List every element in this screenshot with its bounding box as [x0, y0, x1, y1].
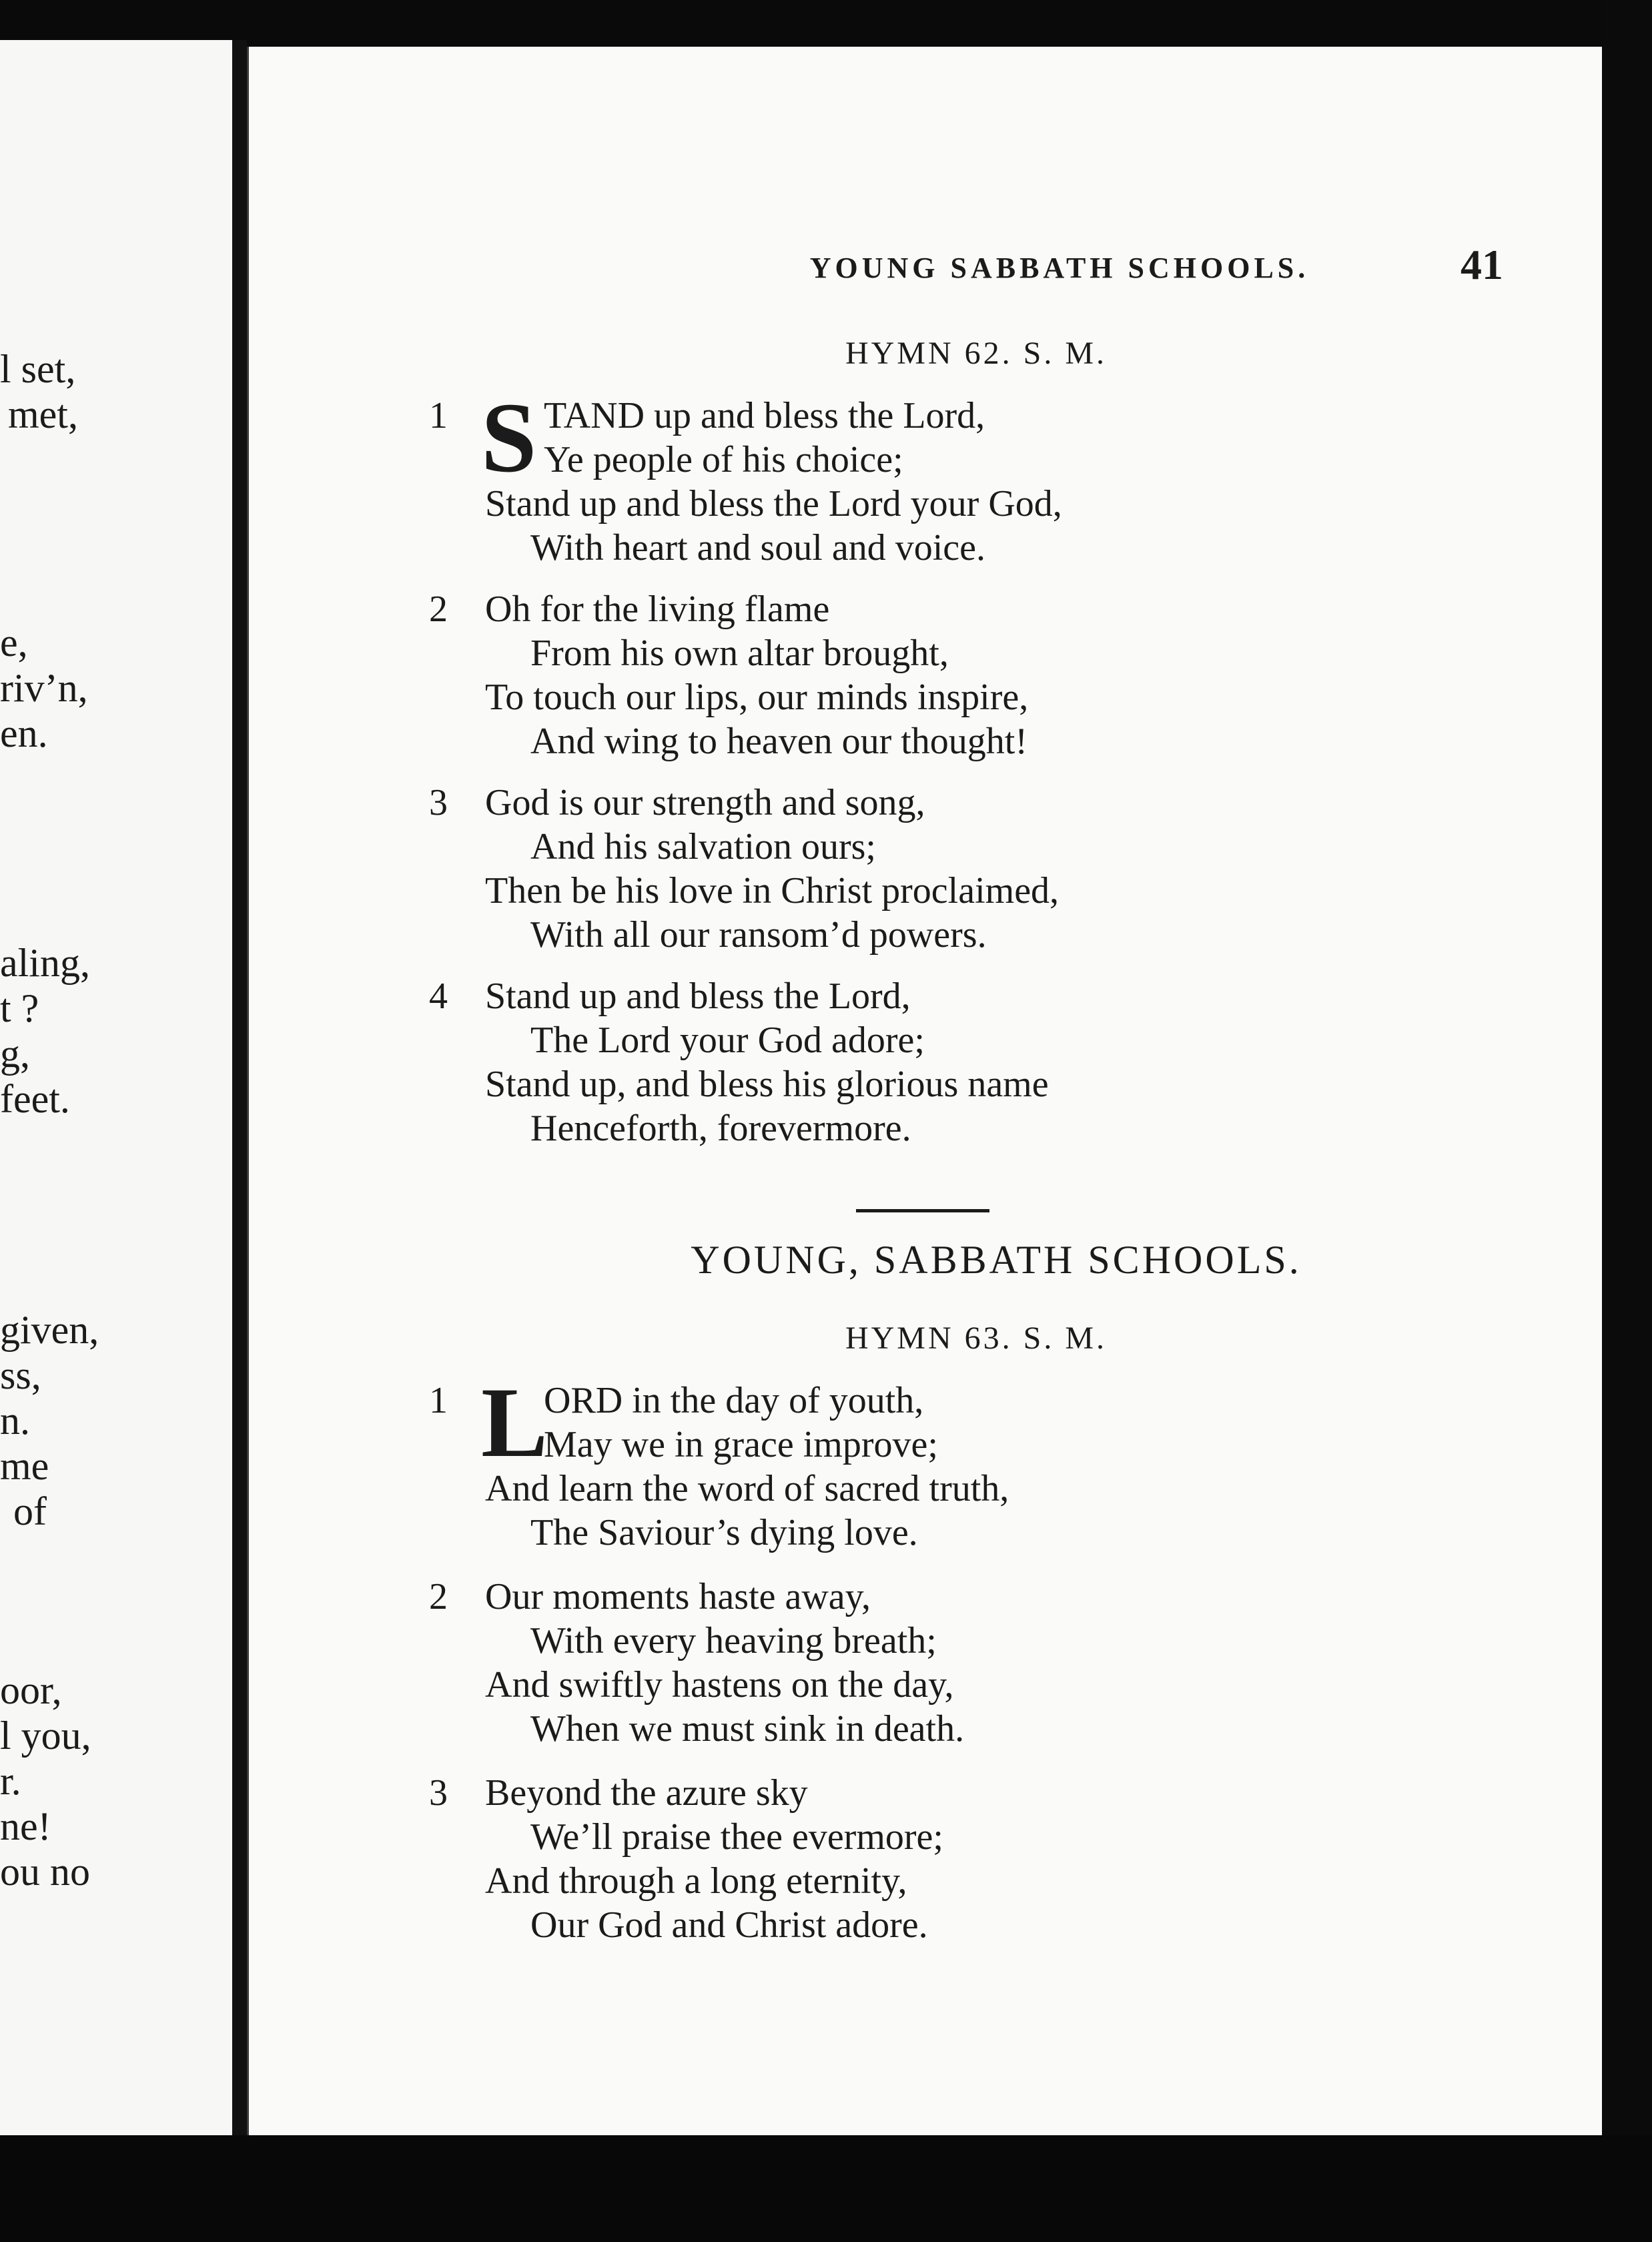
- verse-line: And through a long eternity,: [485, 1860, 907, 1902]
- verse-line: The Saviour’s dying love.: [530, 1512, 918, 1553]
- hymn-heading: HYMN 63. S. M.: [845, 1321, 1108, 1356]
- verse-line: With heart and soul and voice.: [530, 527, 985, 569]
- verse-line: And learn the word of sacred truth,: [485, 1468, 1009, 1509]
- left-fragment: n.: [0, 1399, 30, 1443]
- verse-line: With every heaving breath;: [530, 1620, 937, 1661]
- left-fragment: r.: [0, 1759, 21, 1803]
- previous-page: [0, 40, 236, 2135]
- left-fragment: aling,: [0, 941, 90, 985]
- left-fragment: t ?: [0, 986, 39, 1030]
- left-fragment: feet.: [0, 1077, 70, 1121]
- left-fragment: oor,: [0, 1668, 62, 1712]
- verse-line: And swiftly hastens on the day,: [485, 1664, 954, 1706]
- current-page: [247, 47, 1602, 2135]
- verse-line: Oh for the living flame: [485, 589, 830, 630]
- verse-line: And his salvation ours;: [530, 826, 876, 867]
- verse-line: God is our strength and song,: [485, 782, 925, 823]
- verse-line: Stand up and bless the Lord,: [485, 976, 911, 1017]
- verse-line: Beyond the azure sky: [485, 1772, 808, 1814]
- left-fragment: met,: [8, 392, 78, 436]
- verse-line: Ye people of his choice;: [544, 439, 903, 480]
- left-fragment: l set,: [0, 347, 76, 391]
- left-fragment: e,: [0, 621, 28, 665]
- verse-line: With all our ransom’d powers.: [530, 914, 987, 956]
- drop-cap: S: [481, 382, 537, 493]
- verse-line: To touch our lips, our minds inspire,: [485, 677, 1029, 718]
- scan-bottom-edge: [0, 2135, 1652, 2242]
- stanza-number: 1: [429, 1380, 448, 1421]
- left-fragment: ss,: [0, 1353, 41, 1397]
- scan-right-edge: [1601, 0, 1652, 2242]
- stanza-number: 2: [429, 1576, 448, 1617]
- running-head: YOUNG SABBATH SCHOOLS.: [809, 252, 1310, 284]
- section-divider: [856, 1209, 989, 1212]
- left-fragment: of: [13, 1489, 47, 1533]
- left-fragment: me: [0, 1444, 49, 1488]
- verse-line: Henceforth, forevermore.: [530, 1108, 911, 1149]
- stanza-number: 3: [429, 1772, 448, 1814]
- left-fragment: l you,: [0, 1714, 91, 1758]
- verse-line: The Lord your God adore;: [530, 1020, 925, 1061]
- verse-line: Our God and Christ adore.: [530, 1904, 928, 1946]
- scan-top-edge: [0, 0, 1652, 47]
- left-fragment: g,: [0, 1032, 30, 1076]
- stanza-number: 1: [429, 395, 448, 436]
- verse-line: We’ll praise thee evermore;: [530, 1816, 943, 1858]
- section-title: YOUNG, SABBATH SCHOOLS.: [691, 1238, 1302, 1282]
- verse-line: TAND up and bless the Lord,: [544, 395, 985, 436]
- verse-line: ORD in the day of youth,: [544, 1380, 924, 1421]
- stanza-number: 4: [429, 976, 448, 1017]
- verse-line: May we in grace improve;: [544, 1424, 938, 1465]
- hymn-heading: HYMN 62. S. M.: [845, 336, 1108, 371]
- verse-line: Stand up, and bless his glorious name: [485, 1064, 1049, 1105]
- verse-line: From his own altar brought,: [530, 633, 949, 674]
- page-number: 41: [1461, 241, 1503, 288]
- drop-cap: L: [481, 1367, 548, 1478]
- left-fragment: given,: [0, 1308, 99, 1352]
- left-fragment: riv’n,: [0, 666, 88, 710]
- verse-line: And wing to heaven our thought!: [530, 721, 1027, 762]
- stanza-number: 3: [429, 782, 448, 823]
- verse-line: Our moments haste away,: [485, 1576, 871, 1617]
- left-fragment: ne!: [0, 1804, 51, 1848]
- book-spine: [232, 40, 247, 2135]
- left-fragment: en.: [0, 711, 48, 755]
- verse-line: Stand up and bless the Lord your God,: [485, 483, 1062, 524]
- verse-line: Then be his love in Christ proclaimed,: [485, 870, 1060, 911]
- verse-line: When we must sink in death.: [530, 1708, 965, 1750]
- stanza-number: 2: [429, 589, 448, 630]
- left-fragment: ou no: [0, 1850, 90, 1894]
